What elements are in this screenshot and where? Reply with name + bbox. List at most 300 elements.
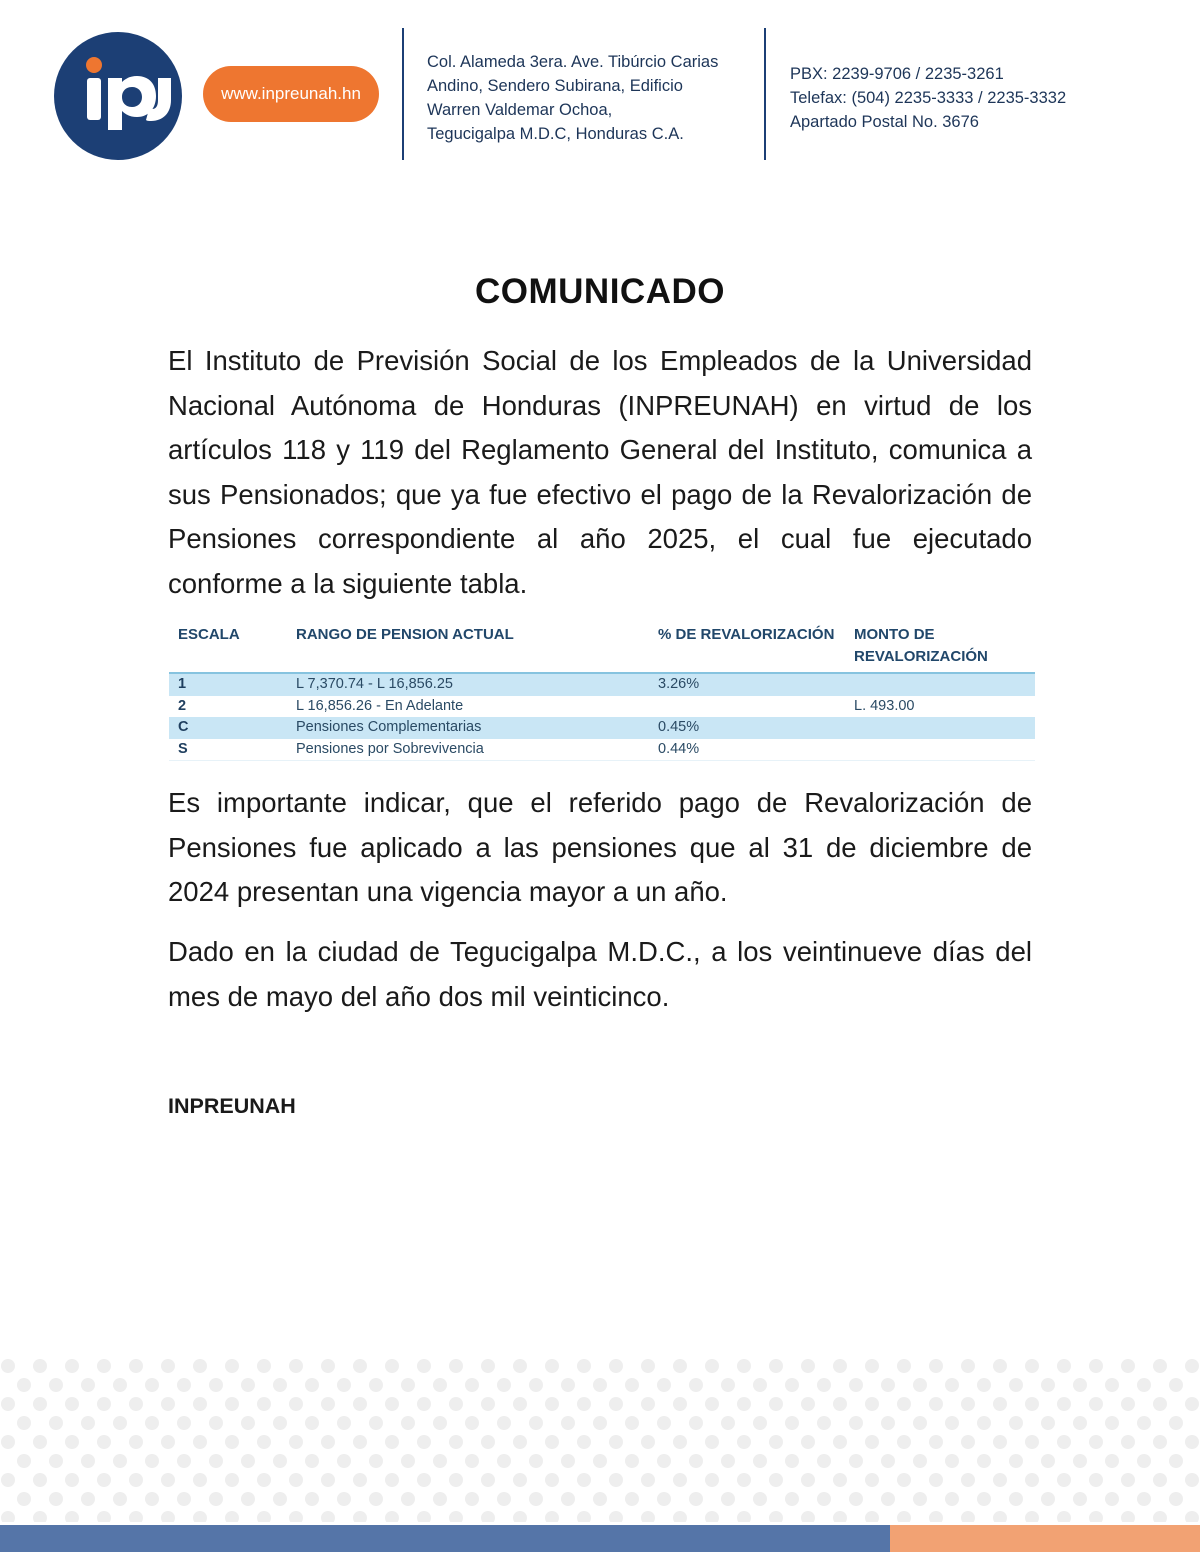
decorative-dot [145,1416,159,1430]
decorative-dot [641,1473,655,1487]
decorative-dot [1041,1416,1055,1430]
decorative-dot [417,1511,431,1522]
decorative-dot [433,1454,447,1468]
decorative-dot [17,1492,31,1506]
decorative-dot [193,1435,207,1449]
ipu-logo-icon [54,32,182,160]
decorative-dot [449,1359,463,1373]
decorative-dot [705,1511,719,1522]
decorative-dot [81,1378,95,1392]
decorative-dot [673,1397,687,1411]
decorative-dot [353,1397,367,1411]
decorative-dot [753,1454,767,1468]
decorative-dot [561,1378,575,1392]
decorative-dot [497,1454,511,1468]
decorative-dot [1105,1492,1119,1506]
decorative-dot [865,1435,879,1449]
decorative-dot [433,1416,447,1430]
decorative-dot [721,1378,735,1392]
decorative-dot [1089,1511,1103,1522]
decorative-dot [1105,1454,1119,1468]
decorative-dot [353,1435,367,1449]
decorative-dot [97,1359,111,1373]
decorative-dot [337,1454,351,1468]
decorative-dot [849,1492,863,1506]
decorative-dot [241,1492,255,1506]
decorative-dot [1137,1492,1151,1506]
decorative-dot [65,1511,79,1522]
decorative-dot [737,1511,751,1522]
decorative-dot [769,1511,783,1522]
decorative-dot [1009,1378,1023,1392]
decorative-dot [193,1397,207,1411]
decorative-dot [737,1359,751,1373]
decorative-dot [577,1435,591,1449]
decorative-dot [81,1416,95,1430]
decorative-dot [193,1511,207,1522]
decorative-dot [225,1511,239,1522]
decorative-dot [449,1511,463,1522]
decorative-dot [321,1397,335,1411]
decorative-dot [369,1416,383,1430]
decorative-dot [465,1492,479,1506]
decorative-dot [49,1454,63,1468]
decorative-dot [113,1454,127,1468]
decorative-dot [1089,1397,1103,1411]
decorative-dot [673,1359,687,1373]
decorative-dot [241,1378,255,1392]
decorative-dot [385,1435,399,1449]
decorative-dot [497,1416,511,1430]
address-block [427,50,757,146]
decorative-dot [17,1454,31,1468]
decorative-dot [417,1359,431,1373]
decorative-dot [1,1511,15,1522]
table-row [169,739,1035,761]
decorative-dot [881,1454,895,1468]
decorative-dot [417,1397,431,1411]
decorative-dot [753,1416,767,1430]
decorative-dot [353,1359,367,1373]
decorative-dot [481,1435,495,1449]
decorative-dot [289,1397,303,1411]
decorative-dot [161,1397,175,1411]
decorative-dot [817,1378,831,1392]
decorative-dot [769,1435,783,1449]
decorative-dot [481,1397,495,1411]
decorative-dot [369,1454,383,1468]
decorative-dot [385,1511,399,1522]
decorative-dot [1073,1378,1087,1392]
decorative-dot [1169,1492,1183,1506]
header-divider [402,28,404,160]
decorative-dot [241,1416,255,1430]
validity-paragraph: Es importante indicar, que el referido pago de Revalorización de Pensiones fue aplicado a las pensiones que al 31 de diciembre de 2024 presentan una vigencia mayor a un año. [168,787,1032,907]
decorative-dot [833,1359,847,1373]
decorative-dot [705,1435,719,1449]
decorative-dot [145,1378,159,1392]
decorative-dot [945,1454,959,1468]
decorative-dot [1121,1473,1135,1487]
table-cell [845,739,1035,761]
decorative-dot [1153,1511,1167,1522]
decorative-dot [977,1378,991,1392]
decorative-dot [81,1454,95,1468]
decorative-dot [513,1511,527,1522]
decorative-dot [1041,1378,1055,1392]
decorative-dot [385,1359,399,1373]
decorative-dot [609,1359,623,1373]
decorative-dot [257,1397,271,1411]
decorative-dot [1,1435,15,1449]
table-cell: 1 [169,673,287,696]
decorative-dot [897,1397,911,1411]
decorative-dot [737,1435,751,1449]
decorative-dot [321,1435,335,1449]
decorative-dot [1169,1454,1183,1468]
decorative-dot [465,1378,479,1392]
decorative-dot [145,1454,159,1468]
contact-line: Apartado Postal No. 3676 [790,113,979,131]
decorative-dot [993,1435,1007,1449]
decorative-dot [833,1473,847,1487]
decorative-dot [929,1397,943,1411]
decorative-dot [993,1511,1007,1522]
decorative-dot [625,1492,639,1506]
intro-paragraph: El Instituto de Previsión Social de los Empleados de la Universidad Nacional Autónoma de Honduras (INPREUNAH) en virtud de los artículos 118 y 119 del Reglamento General del Instituto, comunica a sus Pensionados; que ya fue efectivo el pago de la Revalorización de Pensiones correspondiente al año 2025, el cual fue ejecutado conforme a la siguiente tabla. [168,345,1032,599]
decorative-dot [513,1397,527,1411]
decorative-dot [465,1416,479,1430]
decorative-dot [113,1416,127,1430]
decorative-dot [209,1492,223,1506]
decorative-dot [833,1435,847,1449]
decorative-dot [1,1473,15,1487]
decorative-dot [785,1454,799,1468]
decorative-dot [577,1473,591,1487]
decorative-dot [97,1397,111,1411]
decorative-dot [385,1397,399,1411]
decorative-dot [161,1473,175,1487]
decorative-dot [529,1416,543,1430]
decorative-dot [657,1492,671,1506]
decorative-dot [801,1435,815,1449]
decorative-dot [609,1511,623,1522]
decorative-dot [785,1492,799,1506]
decorative-dot [801,1359,815,1373]
decorative-dot [913,1454,927,1468]
decorative-dot [33,1473,47,1487]
decorative-dot [257,1473,271,1487]
decorative-dot [17,1378,31,1392]
table-cell: C [169,717,287,739]
decorative-dot [305,1378,319,1392]
address-line: Col. Alameda 3era. Ave. Tibúrcio Carias [427,53,719,71]
decorative-dot [881,1416,895,1430]
decorative-dot [689,1378,703,1392]
dot-pattern-decoration [0,1352,1200,1522]
decorative-dot [993,1359,1007,1373]
decorative-dot [705,1473,719,1487]
decorative-dot [977,1416,991,1430]
institution-logo [54,32,182,160]
decorative-dot [129,1473,143,1487]
column-header: % DE REVALORIZACIÓN [658,626,835,643]
decorative-dot [1009,1416,1023,1430]
decorative-dot [513,1435,527,1449]
decorative-dot [977,1492,991,1506]
decorative-dot [913,1492,927,1506]
decorative-dot [1121,1435,1135,1449]
decorative-dot [1057,1397,1071,1411]
decorative-dot [177,1492,191,1506]
decorative-dot [305,1454,319,1468]
decorative-dot [817,1454,831,1468]
decorative-dot [353,1511,367,1522]
decorative-dot [625,1416,639,1430]
decorative-dot [497,1492,511,1506]
footer-bar-orange [890,1525,1200,1552]
decorative-dot [273,1492,287,1506]
decorative-dot [289,1359,303,1373]
decorative-dot [897,1435,911,1449]
decorative-dot [449,1435,463,1449]
decorative-dot [97,1473,111,1487]
decorative-dot [865,1359,879,1373]
decorative-dot [609,1435,623,1449]
decorative-dot [193,1359,207,1373]
decorative-dot [225,1359,239,1373]
contact-block [790,62,1120,134]
decorative-dot [849,1454,863,1468]
decorative-dot [33,1359,47,1373]
decorative-dot [945,1378,959,1392]
decorative-dot [1057,1359,1071,1373]
decorative-dot [1121,1397,1135,1411]
decorative-dot [65,1397,79,1411]
decorative-dot [49,1416,63,1430]
decorative-dot [1137,1378,1151,1392]
decorative-dot [993,1397,1007,1411]
decorative-dot [897,1511,911,1522]
table-cell: L 7,370.74 - L 16,856.25 [287,673,649,696]
decorative-dot [529,1492,543,1506]
decorative-dot [577,1359,591,1373]
decorative-dot [113,1378,127,1392]
decorative-dot [433,1492,447,1506]
table-cell [649,696,845,718]
header-divider [764,28,766,160]
table-row [169,673,1035,696]
decorative-dot [945,1416,959,1430]
decorative-dot [529,1378,543,1392]
table-cell [845,673,1035,696]
decorative-dot [1153,1473,1167,1487]
decorative-dot [1,1397,15,1411]
decorative-dot [481,1511,495,1522]
decorative-dot [657,1378,671,1392]
decorative-dot [593,1416,607,1430]
decorative-dot [1025,1473,1039,1487]
decorative-dot [193,1473,207,1487]
decorative-dot [1,1359,15,1373]
decorative-dot [865,1397,879,1411]
decorative-dot [705,1397,719,1411]
decorative-dot [225,1397,239,1411]
decorative-dot [881,1492,895,1506]
table-cell [845,717,1035,739]
decorative-dot [289,1435,303,1449]
decorative-dot [401,1378,415,1392]
decorative-dot [465,1454,479,1468]
decorative-dot [721,1454,735,1468]
decorative-dot [705,1359,719,1373]
table-cell: 0.45% [649,717,845,739]
decorative-dot [161,1511,175,1522]
decorative-dot [481,1473,495,1487]
decorative-dot [369,1492,383,1506]
decorative-dot [1185,1435,1199,1449]
decorative-dot [657,1454,671,1468]
table-row [169,717,1035,739]
decorative-dot [545,1397,559,1411]
decorative-dot [369,1378,383,1392]
decorative-dot [929,1473,943,1487]
decorative-dot [881,1378,895,1392]
decorative-dot [1185,1397,1199,1411]
decorative-dot [1025,1435,1039,1449]
decorative-dot [129,1397,143,1411]
decorative-dot [65,1359,79,1373]
decorative-dot [641,1511,655,1522]
decorative-dot [401,1416,415,1430]
decorative-dot [1185,1473,1199,1487]
decorative-dot [225,1435,239,1449]
document-title: COMUNICADO [475,272,725,311]
decorative-dot [769,1397,783,1411]
decorative-dot [961,1511,975,1522]
decorative-dot [929,1359,943,1373]
decorative-dot [689,1416,703,1430]
decorative-dot [529,1454,543,1468]
decorative-dot [209,1454,223,1468]
column-header: MONTO DE REVALORIZACIÓN [854,626,988,665]
decorative-dot [1025,1359,1039,1373]
decorative-dot [945,1492,959,1506]
decorative-dot [785,1416,799,1430]
decorative-dot [897,1473,911,1487]
decorative-dot [721,1416,735,1430]
decorative-dot [577,1511,591,1522]
decorative-dot [673,1511,687,1522]
column-header: RANGO DE PENSION ACTUAL [296,626,514,643]
decorative-dot [801,1511,815,1522]
decorative-dot [689,1454,703,1468]
decorative-dot [737,1397,751,1411]
decorative-dot [1025,1397,1039,1411]
decorative-dot [961,1397,975,1411]
decorative-dot [753,1492,767,1506]
decorative-dot [1121,1511,1135,1522]
table-cell: 0.44% [649,739,845,761]
decorative-dot [833,1511,847,1522]
table-cell: 2 [178,697,187,714]
decorative-dot [913,1416,927,1430]
date-paragraph: Dado en la ciudad de Tegucigalpa M.D.C., a los veintinueve días del mes de mayo del año dos mil veinticinco. [168,936,1032,1012]
decorative-dot [1057,1435,1071,1449]
decorative-dot [545,1435,559,1449]
decorative-dot [913,1378,927,1392]
decorative-dot [177,1416,191,1430]
decorative-dot [113,1492,127,1506]
decorative-dot [513,1359,527,1373]
decorative-dot [545,1359,559,1373]
decorative-dot [241,1454,255,1468]
decorative-dot [1105,1378,1119,1392]
decorative-dot [353,1473,367,1487]
decorative-dot [1025,1511,1039,1522]
decorative-dot [129,1511,143,1522]
decorative-dot [609,1397,623,1411]
decorative-dot [33,1435,47,1449]
decorative-dot [1057,1511,1071,1522]
decorative-dot [801,1397,815,1411]
decorative-dot [897,1359,911,1373]
decorative-dot [1105,1416,1119,1430]
website-link[interactable]: www.inpreunah.hn [203,66,379,122]
footer-bar-blue [0,1525,890,1552]
decorative-dot [625,1454,639,1468]
decorative-dot [289,1511,303,1522]
decorative-dot [1089,1473,1103,1487]
decorative-dot [1169,1416,1183,1430]
decorative-dot [865,1511,879,1522]
decorative-dot [769,1473,783,1487]
decorative-dot [689,1492,703,1506]
decorative-dot [1041,1492,1055,1506]
table-cell: Pensiones por Sobrevivencia [287,739,649,761]
decorative-dot [609,1473,623,1487]
decorative-dot [593,1492,607,1506]
decorative-dot [977,1454,991,1468]
decorative-dot [1057,1473,1071,1487]
decorative-dot [641,1359,655,1373]
decorative-dot [481,1359,495,1373]
decorative-dot [545,1511,559,1522]
decorative-dot [737,1473,751,1487]
decorative-dot [417,1473,431,1487]
decorative-dot [641,1397,655,1411]
signature: INPREUNAH [168,1094,296,1118]
table-cell: 3.26% [649,673,845,696]
decorative-dot [337,1492,351,1506]
decorative-dot [433,1378,447,1392]
decorative-dot [177,1454,191,1468]
decorative-dot [833,1397,847,1411]
decorative-dot [17,1416,31,1430]
decorative-dot [257,1359,271,1373]
decorative-dot [1153,1359,1167,1373]
decorative-dot [849,1416,863,1430]
decorative-dot [577,1397,591,1411]
decorative-dot [321,1511,335,1522]
decorative-dot [225,1473,239,1487]
decorative-dot [1009,1492,1023,1506]
decorative-dot [161,1359,175,1373]
decorative-dot [1089,1359,1103,1373]
decorative-dot [1137,1454,1151,1468]
decorative-dot [641,1435,655,1449]
decorative-dot [65,1435,79,1449]
